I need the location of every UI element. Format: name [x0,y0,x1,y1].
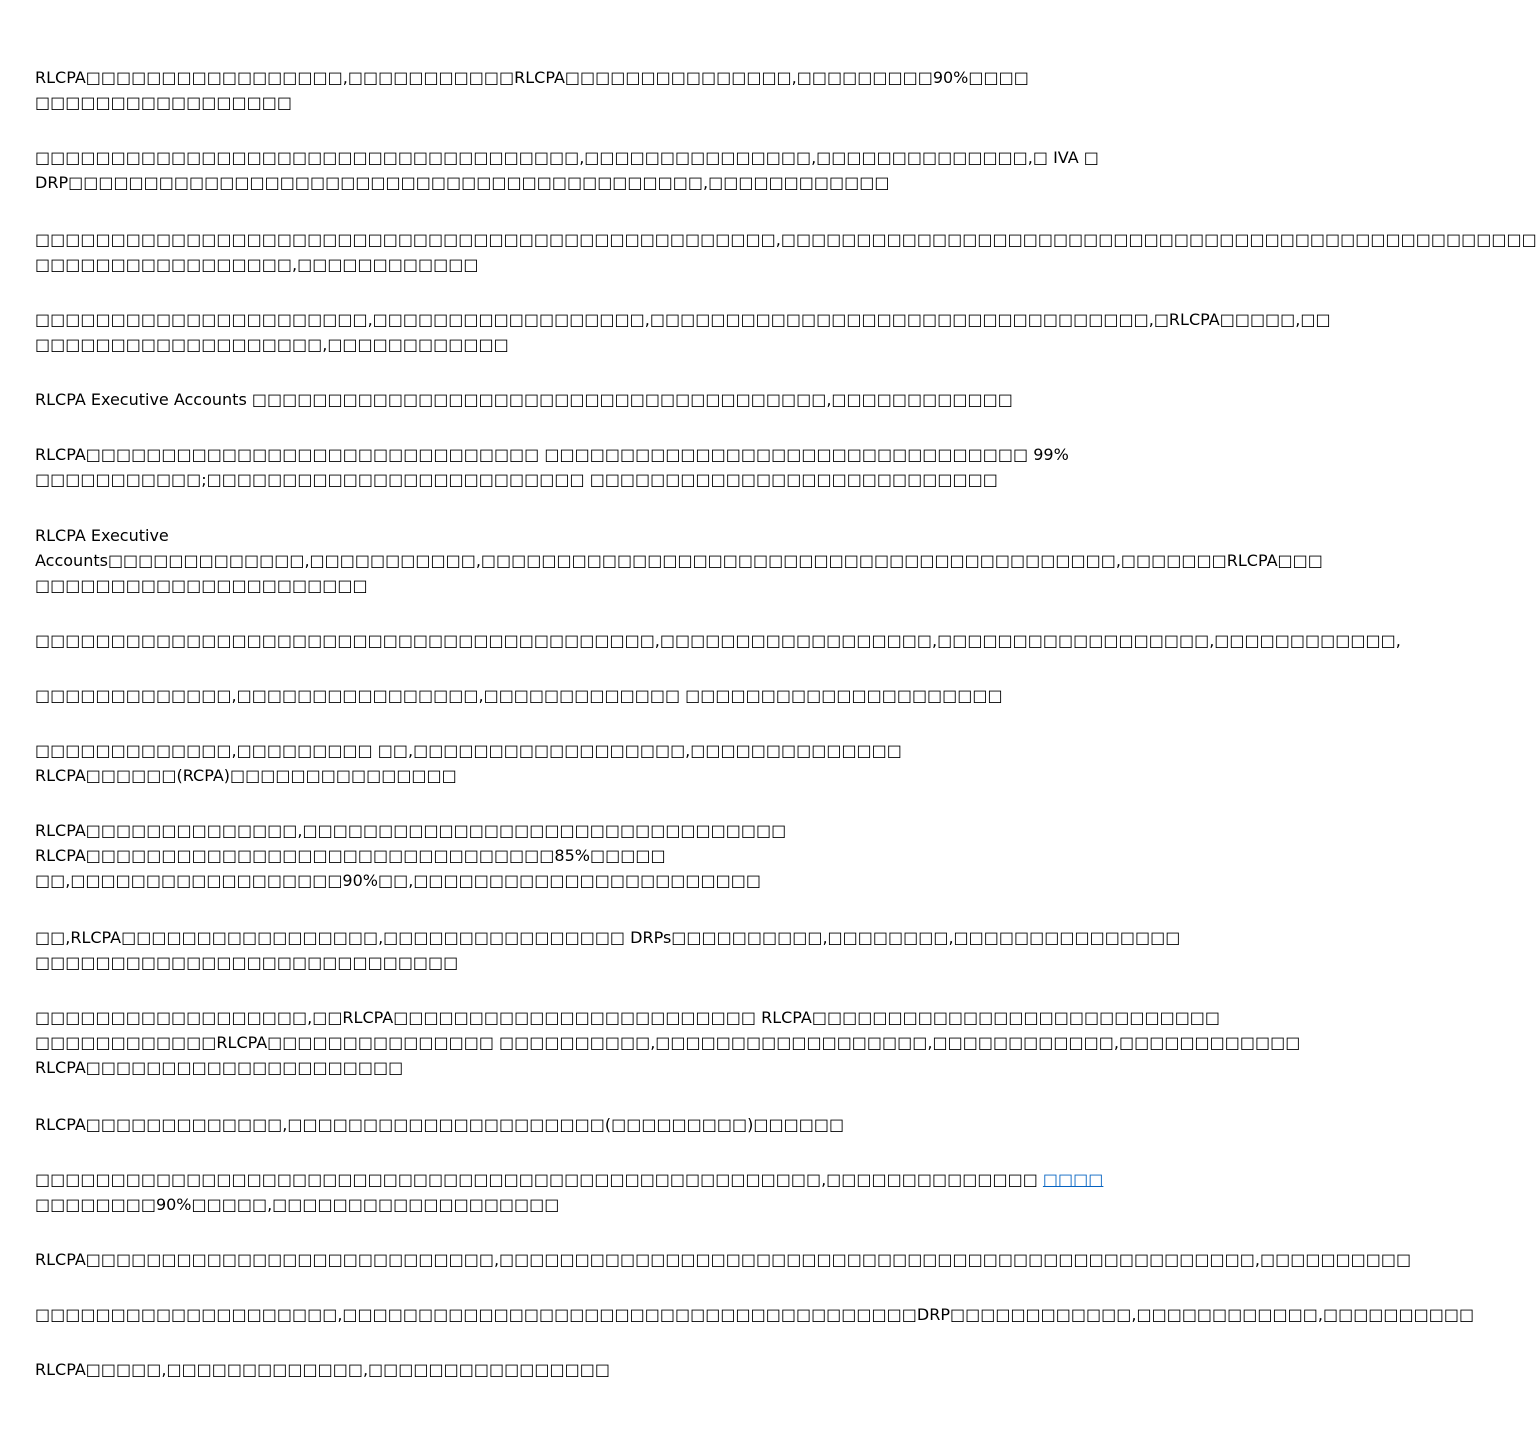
text-line: RLCPA□□□□□□□□□□□□□□□□□,□□□□□□□□□□□RLCPA□□□□□□□□□□□□□□□,□□□□□□□□□90%□□□□ [35,68,1029,87]
text-line: □□□□□□□□□□□□□□□□□□□□,□□□□□□□□□□□□□□□□□□□□□□□□□□□□□□□□□□□□□□DRP□□□□□□□□□□□□,□□□□□□□□□□□□,□□□□□□□□□□ [35,1305,1475,1324]
text-line: RLCPA□□□□□□(RCPA)□□□□□□□□□□□□□□□ [35,766,457,785]
text-line: RLCPA□□□□□□□□□□□□□□□□□□□□□ [35,1058,404,1077]
text-line: □□,RLCPA□□□□□□□□□□□□□□□□□,□□□□□□□□□□□□□□□□ DRPs□□□□□□□□□□,□□□□□□□□,□□□□□□□□□□□□□□□ [35,928,1181,947]
paragraph-3 [35,227,1537,277]
paragraph-5 [35,387,1013,412]
paragraph-16 [35,1247,1412,1272]
text-line [35,1167,1104,1192]
text-line: □□□□□□□□□□□□□,□□□□□□□□□ □□,□□□□□□□□□□□□□□□□□□,□□□□□□□□□□□□□□ [35,741,902,760]
paragraph-8 [35,628,1401,653]
text-line: □□□□□□□□□□□□□□□□□□□□□□□□□□□□□□□□□□□□□□□□□,□□□□□□□□□□□□□□□□□□,□□□□□□□□□□□□□□□□□□,□□□□□□□□□□□□, [35,631,1401,650]
text-line: □□,□□□□□□□□□□□□□□□□□□90%□□,□□□□□□□□□□□□□□□□□□□□□□□ [35,871,762,890]
text-line: □□□□□□□□□□□□□□□□□ [35,93,292,112]
text-line: □□□□□□□□□□□;□□□□□□□□□□□□□□□□□□□□□□□□□ □□□□□□□□□□□□□□□□□□□□□□□□□□□ [35,470,998,489]
paragraph-11 [35,818,990,893]
text-line: □□□□□□□□□□□□□□□□□□,□□RLCPA□□□□□□□□□□□□□□□□□□□□□□□□ RLCPA□□□□□□□□□□□□□□□□□□□□□□□□□□□ [35,1008,1221,1027]
paragraph-12 [35,925,1181,975]
text-line: DRP□□□□□□□□□□□□□□□□□□□□□□□□□□□□□□□□□□□□□□□□□□,□□□□□□□□□□□□ [35,173,890,192]
text-line: RLCPA□□□□□□□□□□□□□□□□□□□□□□□□□□□□□□ □□□□□□□□□□□□□□□□□□□□□□□□□□□□□□□□ 99% [35,445,1069,464]
text-line: RLCPA□□□□□□□□□□□□□□,□□□□□□□□□□□□□□□□□□□□□□□□□□□□□□□□ [35,821,787,840]
paragraph-10 [35,738,990,788]
paragraph-18 [35,1357,990,1382]
text-line: □□□□□□□□□□□□□□□□□□□,□□□□□□□□□□□□ [35,335,509,354]
paragraph-14 [35,1112,990,1137]
text-line: □□□□□□□□□□□□□□□□□□□□□□,□□□□□□□□□□□□□□□□□□,□□□□□□□□□□□□□□□□□□□□□□□□□□□□□□□□□,□RLCPA□□□□□,□□ [35,310,1331,329]
inline-link[interactable]: □□□□ [1042,1170,1104,1189]
text-line: RLCPA□□□□□□□□□□□□□□□□□□□□□□□□□□□□□□□85%□□□□□ [35,846,666,865]
text-line: RLCPA□□□□□□□□□□□□□□□□□□□□□□□□□□□,□□□□□□□□□□□□□□□□□□□□□□□□□□□□□□□□□□□□□□□□□□□□□□□□□□,□□□□□□□□□□ [35,1250,1412,1269]
paragraph-17 [35,1302,1475,1327]
text-line: □□□□□□□□□□□□□,□□□□□□□□□□□□□□□□,□□□□□□□□□□□□□ □□□□□□□□□□□□□□□□□□□□□ [35,686,1003,705]
paragraph-9 [35,683,1003,708]
text-line: □□□□□□□□90%□□□□□,□□□□□□□□□□□□□□□□□□□ [35,1195,560,1214]
text-line: □□□□□□□□□□□□□□□□□□□□□□□□□□□□ [35,953,459,972]
paragraph-15 [35,1167,1104,1217]
text-line: □□□□□□□□□□□□□□□□□□□□□□□□□□□□□□□□□□□□,□□□□□□□□□□□□□□□,□□□□□□□□□□□□□□,□ IVA □ [35,148,1099,167]
paragraph-7 [35,523,1323,598]
text-line: □□□□□□□□□□□□RLCPA□□□□□□□□□□□□□□□ □□□□□□□□□□,□□□□□□□□□□□□□□□□□□,□□□□□□□□□□□□,□□□□□□□□□□□□ [35,1033,1301,1052]
text-line: RLCPA□□□□□,□□□□□□□□□□□□□,□□□□□□□□□□□□□□□□ [35,1360,610,1379]
paragraph-13 [35,1005,1301,1080]
text-line: □□□□□□□□□□□□□□□□□□□□□□ [35,576,368,595]
text-line: □□□□□□□□□□□□□□□□□,□□□□□□□□□□□□ [35,255,479,274]
text-line: □□□□□□□□□□□□□□□□□□□□□□□□□□□□□□□□□□□□□□□□□□□□□□□□□,□□□□□□□□□□□□□□□□□□□□□□□□□□□□□□□□□□□□□□□□□□□□□□□□□□ [35,230,1537,249]
text-line: Accounts□□□□□□□□□□□□□,□□□□□□□□□□□,□□□□□□□□□□□□□□□□□□□□□□□□□□□□□□□□□□□□□□□□□□,□□□□□□□RLCPA□□□ [35,551,1323,570]
text-line: RLCPA Executive [35,526,169,545]
text-run: □□□□□□□□□□□□□□□□□□□□□□□□□□□□□□□□□□□□□□□□□□□□□□□□□□□□,□□□□□□□□□□□□□□ [35,1170,1038,1189]
text-line: RLCPA□□□□□□□□□□□□□,□□□□□□□□□□□□□□□□□□□□□(□□□□□□□□□)□□□□□□ [35,1115,845,1134]
paragraph-1 [35,65,1029,115]
paragraph-2 [35,145,1099,195]
paragraph-4 [35,307,1331,357]
text-line: RLCPA Executive Accounts □□□□□□□□□□□□□□□□□□□□□□□□□□□□□□□□□□□□□□,□□□□□□□□□□□□ [35,390,1013,409]
paragraph-6 [35,442,1069,492]
